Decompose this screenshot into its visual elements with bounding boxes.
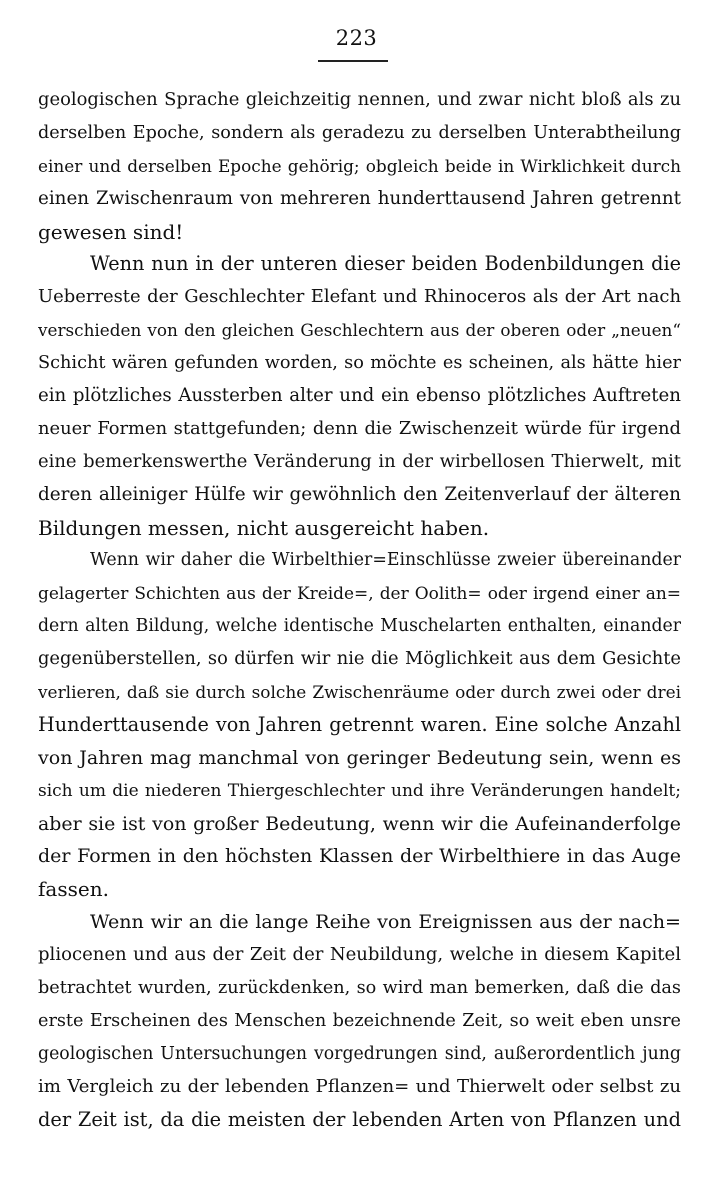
text-line: verlieren, daß sie durch solche Zwischenräume oder durch zwei oder drei xyxy=(38,682,681,703)
text-line: der Formen in den höchsten Klassen der Wirbelthiere in das Auge xyxy=(38,845,681,868)
page-number-rule xyxy=(318,60,388,62)
text-line: Ueberreste der Geschlechter Elefant und Rhinoceros als der Art nach xyxy=(38,286,681,308)
text-line: geologischen Untersuchungen vorgedrungen sind, außerordentlich jung xyxy=(38,1043,681,1064)
text-line: betrachtet wurden, zurückdenken, so wird man bemerken, daß die das xyxy=(38,978,681,999)
text-line: sich um die niederen Thiergeschlechter und ihre Veränderungen handelt; xyxy=(38,780,681,801)
text-line: ein plötzliches Aussterben alter und ein ebenso plötzliches Auftreten xyxy=(38,385,681,407)
text-line: von Jahren mag manchmal von geringer Bedeutung sein, wenn es xyxy=(38,746,681,769)
text-line: deren alleiniger Hülfe wir gewöhnlich den Zeitenverlauf der älteren xyxy=(38,483,681,505)
text-line: pliocenen und aus der Zeit der Neubildung, welche in diesem Kapitel xyxy=(38,944,681,966)
text-line: verschieden von den gleichen Geschlechtern aus der oberen oder „neuen“ xyxy=(38,320,681,341)
text-line: Bildungen messen, nicht ausgereicht haben. xyxy=(38,515,490,540)
text-line: gelagerter Schichten aus der Kreide=, der Oolith= oder irgend einer an= xyxy=(38,583,681,604)
text-line: Wenn nun in der unteren dieser beiden Bodenbildungen die xyxy=(90,252,681,276)
text-line: neuer Formen stattgefunden; denn die Zwischenzeit würde für irgend xyxy=(38,417,681,439)
text-line: gegenüberstellen, so dürfen wir nie die Möglichkeit aus dem Gesichte xyxy=(38,648,681,670)
text-line: erste Erscheinen des Menschen bezeichnende Zeit, so weit eben unsre xyxy=(38,1010,681,1031)
text-line: Schicht wären gefunden worden, so möchte es scheinen, als hätte hier xyxy=(38,353,681,374)
text-line: fassen. xyxy=(38,877,109,902)
text-line: gewesen sind! xyxy=(38,219,184,244)
text-line: Wenn wir daher die Wirbelthier=Einschlüsse zweier übereinander xyxy=(90,550,681,571)
text-line: dern alten Bildung, welche identische Muschelarten enthalten, einander xyxy=(38,616,681,637)
body-text xyxy=(38,84,681,1137)
text-line: Hunderttausende von Jahren getrennt waren. Eine solche Anzahl xyxy=(38,712,681,736)
page-number: 223 xyxy=(335,26,378,50)
text-line: einen Zwischenraum von mehreren hunderttausend Jahren getrennt xyxy=(38,187,681,209)
text-line: im Vergleich zu der lebenden Pflanzen= und Thierwelt oder selbst zu xyxy=(38,1075,681,1097)
text-line: geologischen Sprache gleichzeitig nennen, und zwar nicht bloß als zu xyxy=(38,89,681,110)
text-line: der Zeit ist, da die meisten der lebenden Arten von Pflanzen und xyxy=(38,1107,681,1131)
text-line: derselben Epoche, sondern als geradezu zu derselben Unterabtheilung xyxy=(38,122,681,143)
text-line: einer und derselben Epoche gehörig; obgleich beide in Wirklichkeit durch xyxy=(38,155,681,176)
text-line: eine bemerkenswerthe Veränderung in der wirbellosen Thierwelt, mit xyxy=(38,450,681,472)
text-line: aber sie ist von großer Bedeutung, wenn wir die Aufeinanderfolge xyxy=(38,812,681,835)
text-line: Wenn wir an die lange Reihe von Ereignissen aus der nach= xyxy=(90,911,681,934)
